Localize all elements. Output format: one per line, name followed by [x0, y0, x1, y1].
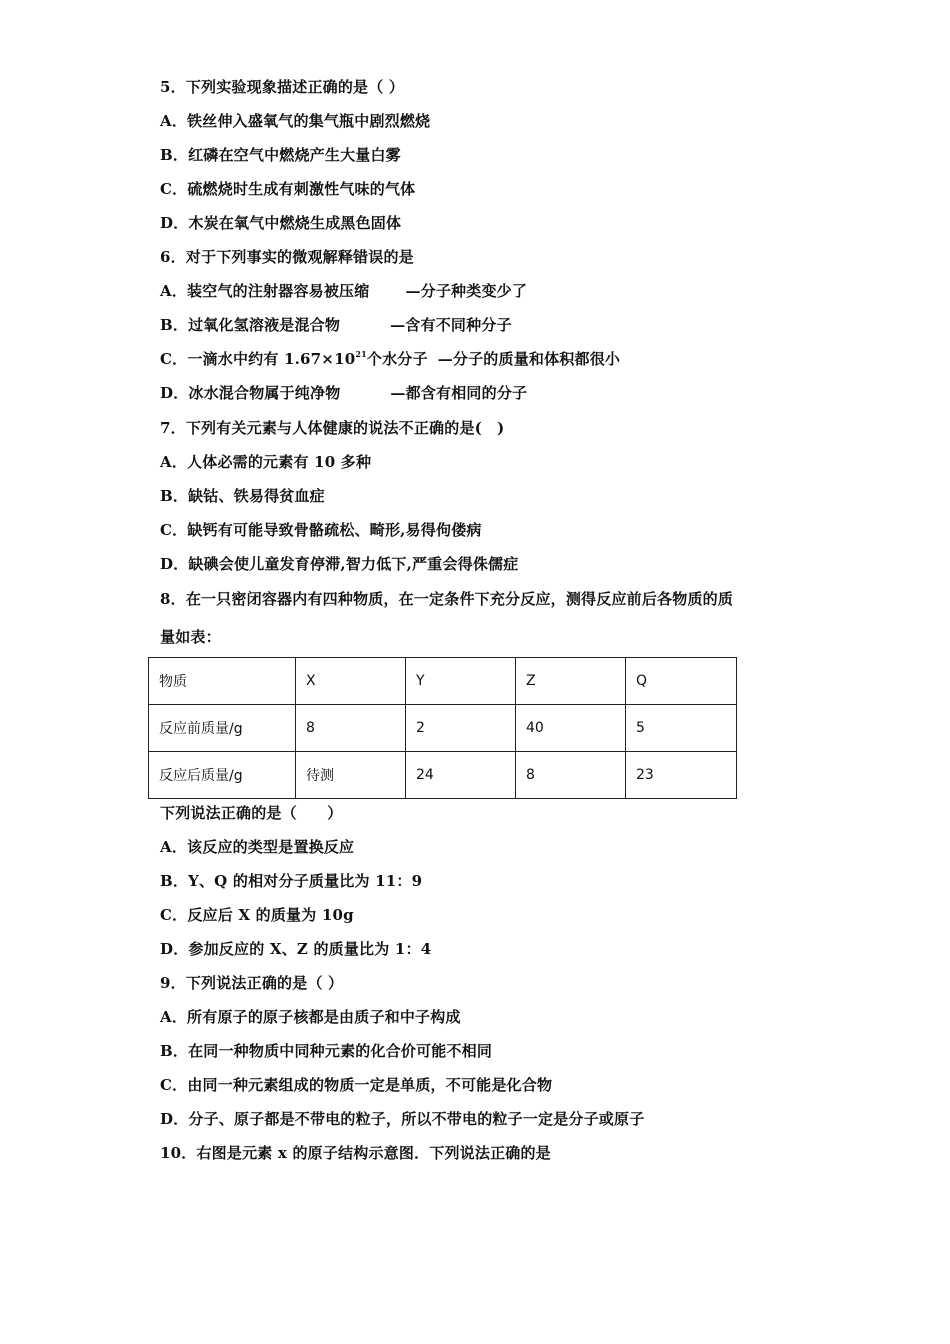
q8-stem-line2: 量如表：	[160, 628, 221, 646]
table-cell: 反应前质量/g	[149, 705, 296, 752]
table-header-cell: 物质	[149, 658, 296, 705]
q10-stem: 10．右图是元素 x 的原子结构示意图．下列说法正确的是	[160, 1144, 551, 1162]
table-cell: 待测	[296, 752, 406, 799]
q9-option-d: D．分子、原子都是不带电的粒子，所以不带电的粒子一定是分子或原子	[160, 1110, 645, 1128]
q9-option-b: B．在同一种物质中同种元素的化合价可能不相同	[160, 1042, 493, 1060]
q7-option-d: D．缺碘会使儿童发育停滞,智力低下,严重会得侏儒症	[160, 555, 519, 573]
table-header-cell: X	[296, 658, 406, 705]
q7-option-b: B．缺钴、铁易得贫血症	[160, 487, 325, 505]
q6-option-c-fact: C．一滴水中约有 1.67×10	[160, 350, 356, 368]
table-header-cell: Z	[516, 658, 626, 705]
table-cell: 8	[516, 752, 626, 799]
q6-option-c-explain: —分子的质量和体积都很小	[437, 350, 621, 368]
q6-option-d-explain: —都含有相同的分子	[390, 384, 528, 402]
q6-option-a	[160, 281, 527, 301]
table-cell: 23	[626, 752, 737, 799]
q8-option-d: D．参加反应的 X、Z 的质量比为 1：4	[160, 940, 432, 958]
table-header-row	[149, 658, 737, 705]
q5-stem: 5．下列实验现象描述正确的是（ ）	[160, 78, 405, 96]
q8-prompt: 下列说法正确的是（ ）	[160, 804, 343, 822]
q8-option-b: B．Y、Q 的相对分子质量比为 11：9	[160, 872, 423, 890]
q6-option-c-fact-tail: 个水分子	[366, 350, 428, 368]
table-row	[149, 752, 737, 799]
q8-option-c: C．反应后 X 的质量为 10g	[160, 906, 354, 924]
q6-option-d	[160, 383, 527, 403]
table-cell: 24	[406, 752, 516, 799]
q6-option-b	[160, 315, 512, 335]
q7-stem: 7．下列有关元素与人体健康的说法不正确的是( )	[160, 419, 505, 437]
table-row	[149, 705, 737, 752]
q6-option-c-exponent: 21	[355, 349, 367, 359]
table-header-cell: Q	[626, 658, 737, 705]
q8-stem-line1: 8．在一只密闭容器内有四种物质，在一定条件下充分反应，测得反应前后各物质的质	[160, 590, 734, 608]
q6-option-a-explain: —分子种类变少了	[405, 282, 528, 300]
mass-table	[148, 657, 737, 799]
q7-option-c: C．缺钙有可能导致骨骼疏松、畸形,易得佝偻病	[160, 521, 482, 539]
q5-option-d: D．木炭在氧气中燃烧生成黑色固体	[160, 214, 402, 232]
q6-option-b-fact: B．过氧化氢溶液是混合物	[160, 316, 341, 334]
q7-option-a: A．人体必需的元素有 10 多种	[160, 453, 372, 471]
q9-option-a: A．所有原子的原子核都是由质子和中子构成	[160, 1008, 461, 1026]
q6-stem: 6．对于下列事实的微观解释错误的是	[160, 248, 414, 266]
q5-option-b: B．红磷在空气中燃烧产生大量白雾	[160, 146, 401, 164]
q9-option-c: C．由同一种元素组成的物质一定是单质，不可能是化合物	[160, 1076, 553, 1094]
table-cell: 8	[296, 705, 406, 752]
q5-option-a: A．铁丝伸入盛氧气的集气瓶中剧烈燃烧	[160, 112, 431, 130]
q9-stem: 9．下列说法正确的是（ ）	[160, 974, 344, 992]
table-header-cell: Y	[406, 658, 516, 705]
q6-option-d-fact: D．冰水混合物属于纯净物	[160, 384, 341, 402]
q6-option-a-fact: A．装空气的注射器容易被压缩	[160, 282, 370, 300]
table-cell: 2	[406, 705, 516, 752]
q6-option-c	[160, 349, 620, 369]
table-cell: 反应后质量/g	[149, 752, 296, 799]
table-cell: 5	[626, 705, 737, 752]
q6-option-b-explain: —含有不同种分子	[390, 316, 512, 334]
table-cell: 40	[516, 705, 626, 752]
q5-option-c: C．硫燃烧时生成有刺激性气味的气体	[160, 180, 416, 198]
q8-option-a: A．该反应的类型是置换反应	[160, 838, 355, 856]
